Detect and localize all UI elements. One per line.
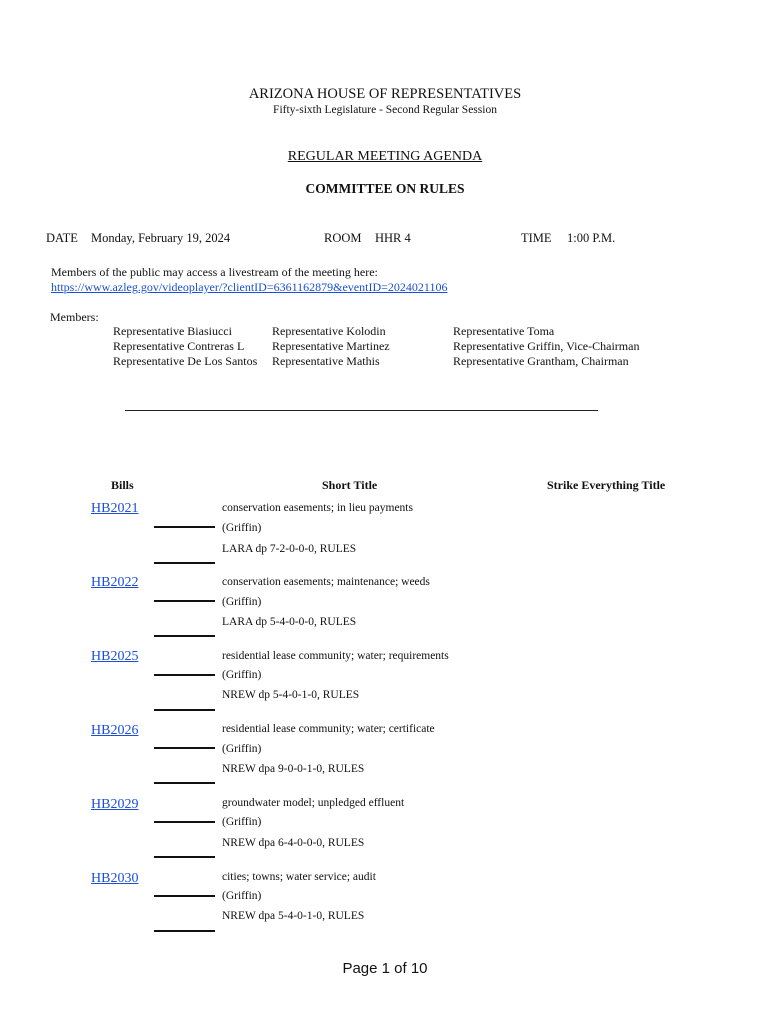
bill-short-title: conservation easements; maintenance; weeds <box>222 576 430 588</box>
signature-line <box>154 821 215 823</box>
signature-line <box>154 600 215 602</box>
signature-line <box>154 856 215 858</box>
bill-link-hb2026[interactable]: HB2026 <box>91 723 139 738</box>
livestream-notice: Members of the public may access a livestream of the meeting here: <box>51 265 378 279</box>
member-name: Representative Contreras L <box>113 339 245 353</box>
date-label: DATE <box>46 231 78 245</box>
member-name: Representative Griffin, Vice-Chairman <box>453 339 640 353</box>
bill-action: LARA dp 5-4-0-0-0, RULES <box>222 616 357 628</box>
member-name: Representative Mathis <box>272 354 380 368</box>
signature-line <box>154 709 215 711</box>
committee-heading: COMMITTEE ON RULES <box>305 181 465 196</box>
bill-short-title: residential lease community; water; requirements <box>222 650 449 662</box>
bill-action: NREW dp 5-4-0-1-0, RULES <box>222 689 360 701</box>
signature-line <box>154 562 215 564</box>
livestream-link[interactable]: https://www.azleg.gov/videoplayer/?clientID=6361162879&eventID=2024021106 <box>51 280 448 294</box>
bill-sponsor: (Griffin) <box>222 522 262 534</box>
bill-short-title: residential lease community; water; certificate <box>222 723 435 735</box>
bill-sponsor: (Griffin) <box>222 743 262 755</box>
bill-sponsor: (Griffin) <box>222 669 262 681</box>
agenda-heading: REGULAR MEETING AGENDA <box>287 149 483 164</box>
bill-link-hb2021[interactable]: HB2021 <box>91 501 139 516</box>
member-name: Representative De Los Santos <box>113 354 258 368</box>
bill-action: NREW dpa 9-0-0-1-0, RULES <box>222 763 365 775</box>
signature-line <box>154 674 215 676</box>
member-name: Representative Toma <box>453 324 555 338</box>
members-label: Members: <box>50 310 99 324</box>
bill-sponsor: (Griffin) <box>222 890 262 902</box>
time-label: TIME <box>521 231 552 245</box>
bill-sponsor: (Griffin) <box>222 596 262 608</box>
signature-line <box>154 782 215 784</box>
bill-action: LARA dp 7-2-0-0-0, RULES <box>222 543 357 555</box>
document-title: ARIZONA HOUSE OF REPRESENTATIVES <box>248 86 522 102</box>
signature-line <box>154 930 215 932</box>
member-name: Representative Biasiucci <box>113 324 232 338</box>
signature-line <box>154 635 215 637</box>
column-header-short-title: Short Title <box>322 478 378 492</box>
bill-sponsor: (Griffin) <box>222 816 262 828</box>
bill-action: NREW dpa 5-4-0-1-0, RULES <box>222 910 365 922</box>
bill-short-title: cities; towns; water service; audit <box>222 871 376 883</box>
member-name: Representative Grantham, Chairman <box>453 354 629 368</box>
time-value: 1:00 P.M. <box>567 231 616 245</box>
column-header-strike-title: Strike Everything Title <box>547 478 666 492</box>
column-header-bills: Bills <box>111 478 134 492</box>
page-number: Page 1 of 10 <box>342 960 428 977</box>
bill-action: NREW dpa 6-4-0-0-0, RULES <box>222 837 365 849</box>
document-subtitle: Fifty-sixth Legislature - Second Regular Session <box>273 104 497 116</box>
room-value: HHR 4 <box>375 231 411 245</box>
bill-link-hb2022[interactable]: HB2022 <box>91 575 139 590</box>
signature-line <box>154 747 215 749</box>
bill-short-title: groundwater model; unpledged effluent <box>222 797 405 809</box>
member-name: Representative Kolodin <box>272 324 386 338</box>
section-divider <box>125 410 598 411</box>
bill-link-hb2029[interactable]: HB2029 <box>91 797 139 812</box>
bill-link-hb2030[interactable]: HB2030 <box>91 871 139 886</box>
bill-link-hb2025[interactable]: HB2025 <box>91 649 139 664</box>
signature-line <box>154 895 215 897</box>
member-name: Representative Martinez <box>272 339 390 353</box>
room-label: ROOM <box>324 231 362 245</box>
signature-line <box>154 526 215 528</box>
bill-short-title: conservation easements; in lieu payments <box>222 502 413 514</box>
date-value: Monday, February 19, 2024 <box>91 231 231 245</box>
